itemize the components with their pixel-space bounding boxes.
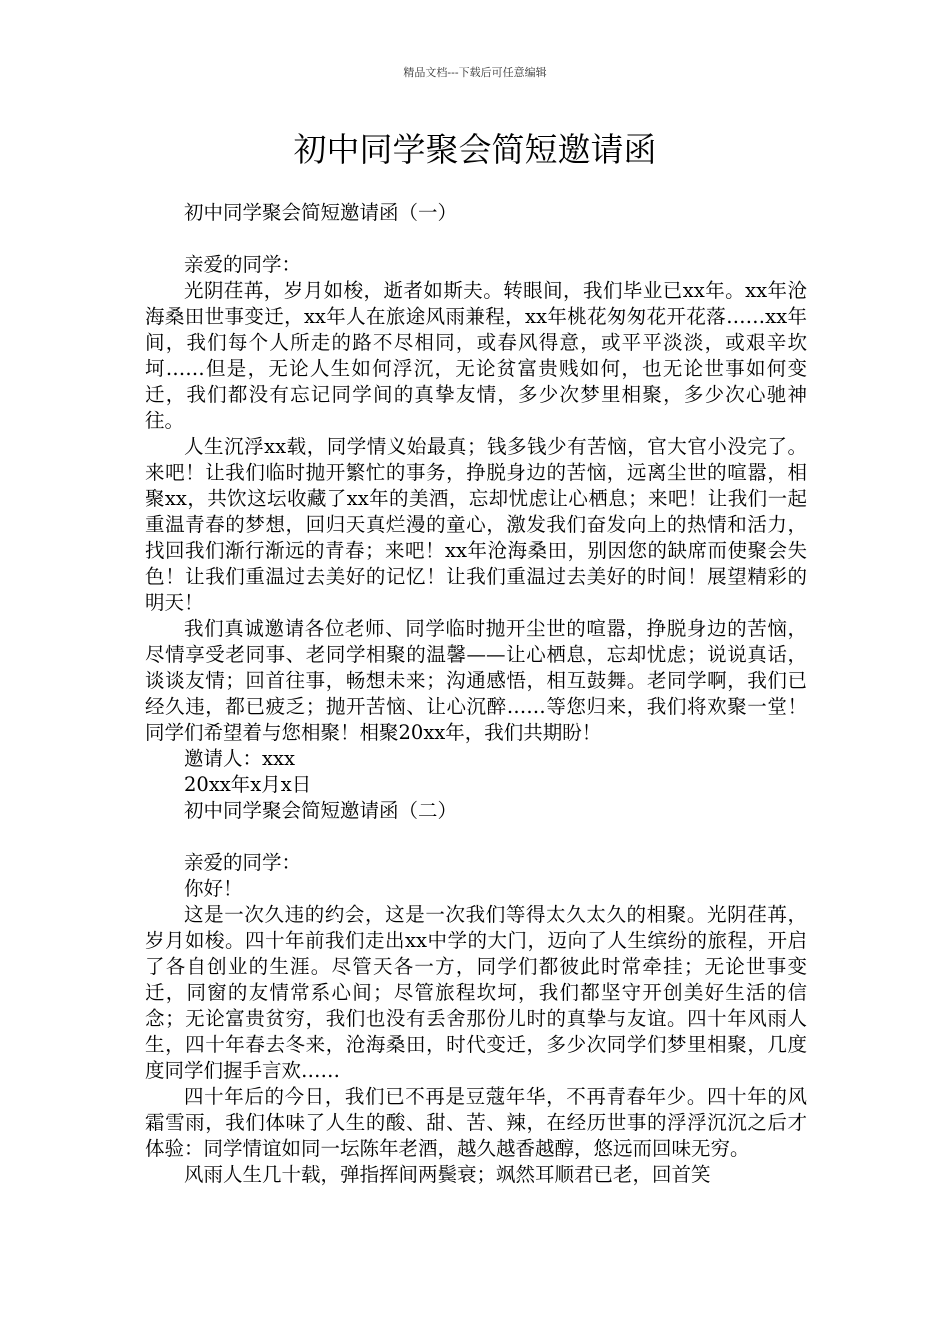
inviter-line: 邀请人：xxx [184, 747, 295, 770]
section-1-heading: 初中同学聚会简短邀请函（一） [184, 201, 458, 224]
section-1-paragraph: 人生沉浮xx载，同学情义始最真；钱多钱少有苦恼，官大官小没完了。来吧！让我们临时抛开繁忙的事务，挣脱身边的苦恼，远离尘世的喧嚣，相聚xx，共饮这坛收藏了xx年的美酒，忘却忧虑让心栖息；来吧！让我们一起重温青春的梦想，回归天真烂漫的童心，激发我们奋发向上的热情和活力，找回我们渐行渐远的青春；来吧！xx年沧海桑田，别因您的缺席而使聚会失色！让我们重温过去美好的记忆！让我们重温过去美好的时间！展望精彩的明天！ [145, 435, 807, 614]
document-body [145, 200, 807, 1188]
section-2-paragraph: 这是一次久违的约会，这是一次我们等得太久太久的相聚。光阴荏苒，岁月如梭。四十年前我们走出xx中学的大门，迈向了人生缤纷的旅程，开启了各自创业的生涯。尽管天各一方，同学们都彼此时常牵挂；无论世事变迁，同窗的友情常系心间；尽管旅程坎坷，我们都坚守开创美好生活的信念；无论富贵贫穷，我们也没有丢舍那份儿时的真挚与友谊。四十年风雨人生，四十年春去冬来，沧海桑田，时代变迁，多少次同学们梦里相聚，几度度同学们握手言欢…… [145, 903, 807, 1082]
date-line: 20xx年x月x日 [184, 773, 312, 796]
section-1-paragraph: 我们真诚邀请各位老师、同学临时抛开尘世的喧嚣，挣脱身边的苦恼，尽情享受老同事、老同学相聚的温馨——让心栖息，忘却忧虑；说说真话，谈谈友情；回首往事，畅想未来；沟通感悟，相互鼓舞。老同学啊，我们已经久违，都已疲乏；抛开苦恼、让心沉醉……等您归来，我们将欢聚一堂！同学们希望着与您相聚！相聚20xx年，我们共期盼！ [145, 617, 807, 744]
section-2-paragraph: 四十年后的今日，我们已不再是豆蔻年华，不再青春年少。四十年的风霜雪雨，我们体味了人生的酸、甜、苦、辣，在经历世事的浮浮沉沉之后才体验：同学情谊如同一坛陈年老酒，越久越香越醇，悠远而回味无穷。 [145, 1085, 807, 1160]
header-note: 精品文档---下载后可任意编辑 [403, 66, 547, 79]
blank-line [145, 226, 807, 252]
blank-line [145, 824, 807, 850]
document-title: 初中同学聚会简短邀请函 [293, 130, 657, 169]
section-1-greeting: 亲爱的同学： [184, 253, 302, 276]
section-2-heading: 初中同学聚会简短邀请函（二） [184, 799, 458, 822]
section-2-greeting: 亲爱的同学： [184, 851, 302, 874]
section-1-paragraph: 光阴荏苒，岁月如梭，逝者如斯夫。转眼间，我们毕业已xx年。xx年沧海桑田世事变迁，xx年人在旅途风雨兼程，xx年桃花匆匆花开花落……xx年间，我们每个人所走的路不尽相同，或春风得意，或平平淡淡，或艰辛坎坷……但是，无论人生如何浮沉，无论贫富贵贱如何，也无论世事如何变迁，我们都没有忘记同学间的真挚友情，多少次梦里相聚，多少次心驰神往。 [145, 279, 807, 432]
section-2-salutation: 你好！ [184, 877, 243, 900]
section-2-paragraph: 风雨人生几十载，弹指挥间两鬓衰；飒然耳顺君已老，回首笑 [184, 1163, 711, 1186]
